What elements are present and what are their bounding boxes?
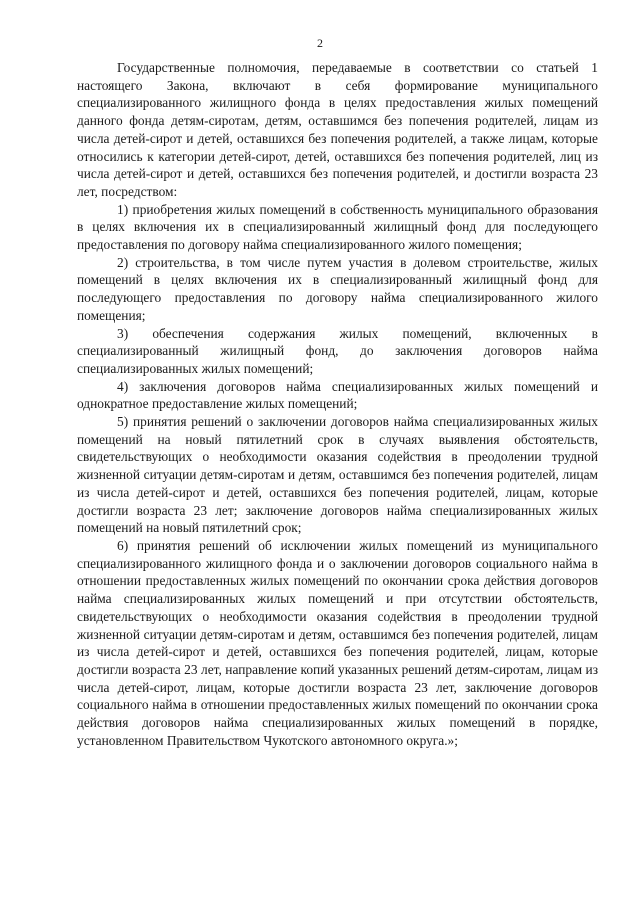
paragraph-intro: Государственные полномочия, передаваемые в соответствии со статьей 1 настоящего Закона, включают в себя формирование муниципального специализированного жилищного фонда в целях предоставления жилых помещений данного фонда детям-сиротам, детям, оставшимся без попечения родителей, лицам из числа детей-сирот и детей, оставшихся без попечения родителей, а также лицам, которые относились к категории детей-сирот, детей, оставшихся без попечения родителей, лиц из числа детей-сирот и детей, оставшихся без попечения родителей, и достигли возраста 23 лет, посредством: [77, 60, 598, 199]
paragraph-item-1: 1) приобретения жилых помещений в собственность муниципального образования в целях включения их в специализированный жилищный фонд для последующего предоставления по договору найма специализированного жилого помещения; [77, 201, 598, 253]
paragraph-item-4: 4) заключения договоров найма специализированных жилых помещений и однократное предоставление жилых помещений; [77, 378, 598, 412]
document-body [77, 59, 598, 749]
paragraph-item-3: 3) обеспечения содержания жилых помещений, включенных в специализированный жилищный фонд, до заключения договоров найма специализированных жилых помещений; [77, 325, 598, 376]
paragraph-item-6: 6) принятия решений об исключении жилых помещений из муниципального специализированного жилищного фонда и о заключении договоров социального найма в отношении предоставленных жилых помещений по окончании срока действия договоров найма специализированных жилых помещений и при отсутствии обстоятельств, свидетельствующих о необходимости оказания содействия в преодолении трудной жизненной ситуации детям-сиротам и детям, оставшимся без попечения родителей, лицам из числа детей-сирот и детей, оставшихся без попечения родителей, лицам, которые достигли возраста 23 лет, направление копий указанных решений детям-сиротам, лицам из числа детей-сирот, лицам, которые достигли возраста 23 лет, заключение договоров социального найма в отношении предоставленных жилых помещений по окончании срока действия договоров найма специализированных жилых помещений в порядке, установленном Правительством Чукотского автономного округа.»; [77, 537, 598, 748]
paragraph-item-2: 2) строительства, в том числе путем участия в долевом строительстве, жилых помещений в целях включения их в специализированный жилищный фонд для последующего предоставления по договору найма специализированного жилого помещения; [77, 254, 598, 323]
paragraph-item-5: 5) принятия решений о заключении договоров найма специализированных жилых помещений на новый пятилетний срок в случаях выявления обстоятельств, свидетельствующих о необходимости оказания содействия в преодолении трудной жизненной ситуации детям-сиротам и детям, оставшимся без попечения родителей, лицам из числа детей-сирот и детей, оставшихся без попечения родителей, лицам, которые достигли возраста 23 лет; заключение договоров найма специализированных жилых помещений на новый пятилетний срок; [77, 414, 598, 536]
page-number: 2 [317, 36, 323, 50]
